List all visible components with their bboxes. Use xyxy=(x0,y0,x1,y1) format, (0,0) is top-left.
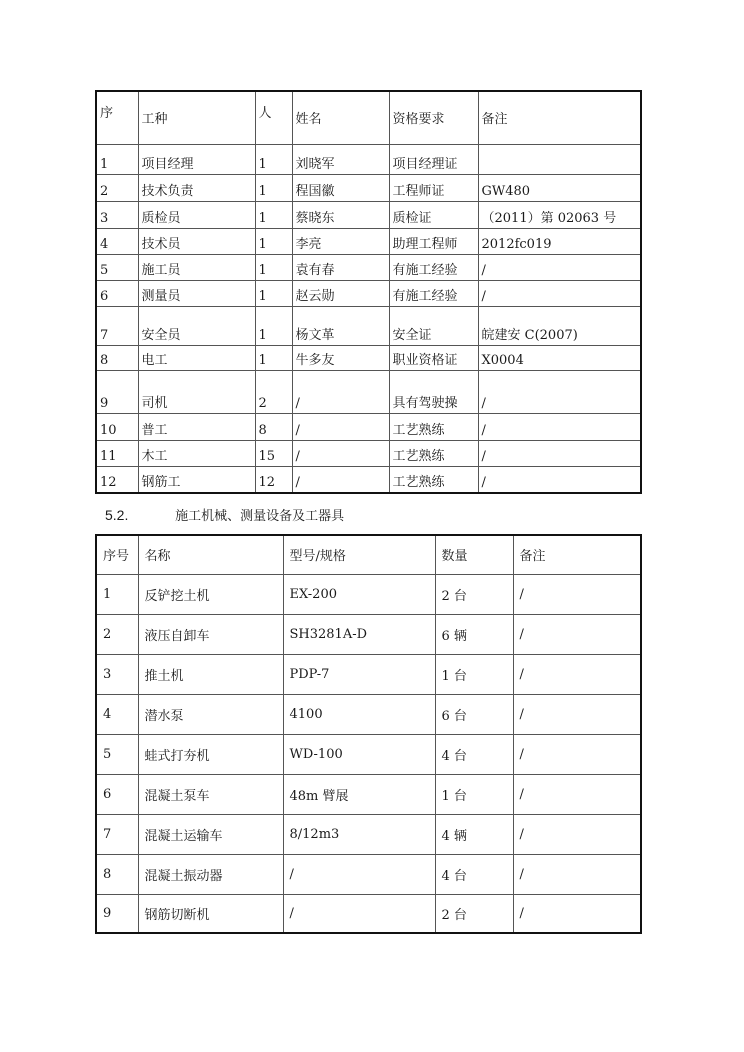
table-cell: 钢筋切断机 xyxy=(138,894,283,933)
column-header: 备注 xyxy=(513,535,641,574)
table-cell: 工艺熟练 xyxy=(389,440,478,466)
table-cell: 司机 xyxy=(138,370,255,413)
table-cell: 1 台 xyxy=(435,774,513,814)
column-header: 工种 xyxy=(138,91,255,144)
table-cell: 1 xyxy=(96,144,138,174)
table-row xyxy=(96,614,641,654)
table-cell: 安全员 xyxy=(138,306,255,345)
table-cell: 2 台 xyxy=(435,574,513,614)
table-cell: / xyxy=(513,734,641,774)
table-cell: 钢筋工 xyxy=(138,466,255,493)
table-cell: 1 xyxy=(255,201,292,228)
table-cell: 1 xyxy=(255,254,292,280)
table-row xyxy=(96,370,641,413)
personnel-table xyxy=(95,90,642,494)
table-cell: 48m 臂展 xyxy=(283,774,435,814)
table-cell: 10 xyxy=(96,413,138,440)
column-header: 备注 xyxy=(478,91,641,144)
table-cell: 液压自卸车 xyxy=(138,614,283,654)
table-cell: / xyxy=(292,370,389,413)
table-cell: 8 xyxy=(255,413,292,440)
table-cell: / xyxy=(283,854,435,894)
table-cell: 程国徽 xyxy=(292,174,389,201)
table-row xyxy=(96,694,641,734)
table-cell: 蔡晓东 xyxy=(292,201,389,228)
table-row xyxy=(96,306,641,345)
table-cell: 3 xyxy=(96,201,138,228)
table-cell: 有施工经验 xyxy=(389,280,478,306)
table-cell: 1 xyxy=(255,174,292,201)
table-row xyxy=(96,413,641,440)
table-cell: / xyxy=(292,466,389,493)
table-cell: 项目经理证 xyxy=(389,144,478,174)
table-cell: / xyxy=(478,440,641,466)
column-header: 资格要求 xyxy=(389,91,478,144)
table-row xyxy=(96,854,641,894)
table-cell: / xyxy=(513,774,641,814)
table-cell: 8 xyxy=(96,345,138,370)
table-row xyxy=(96,774,641,814)
table-row xyxy=(96,228,641,254)
table-cell: 1 xyxy=(255,345,292,370)
equipment-table xyxy=(95,534,642,934)
table-cell: 皖建安 C(2007) xyxy=(478,306,641,345)
table-cell: 电工 xyxy=(138,345,255,370)
table-cell: 4 台 xyxy=(435,854,513,894)
table-cell: / xyxy=(513,654,641,694)
table-cell: 赵云勋 xyxy=(292,280,389,306)
table-cell: 工艺熟练 xyxy=(389,466,478,493)
table-cell: 1 xyxy=(255,306,292,345)
table-row xyxy=(96,466,641,493)
column-header: 数量 xyxy=(435,535,513,574)
table-cell: 测量员 xyxy=(138,280,255,306)
table-cell: 助理工程师 xyxy=(389,228,478,254)
table-cell: 11 xyxy=(96,440,138,466)
table-cell: 职业资格证 xyxy=(389,345,478,370)
table-cell: / xyxy=(283,894,435,933)
table-cell: 木工 xyxy=(138,440,255,466)
column-header: 型号/规格 xyxy=(283,535,435,574)
table-cell: 1 台 xyxy=(435,654,513,694)
table-cell: 3 xyxy=(96,654,138,694)
table-cell: 7 xyxy=(96,306,138,345)
table-cell: 施工员 xyxy=(138,254,255,280)
column-header: 序 xyxy=(96,91,138,144)
table-cell: 工程师证 xyxy=(389,174,478,201)
table-cell: / xyxy=(292,413,389,440)
table-cell: X0004 xyxy=(478,345,641,370)
table-row xyxy=(96,345,641,370)
table-cell: / xyxy=(513,614,641,654)
table-cell: / xyxy=(513,894,641,933)
table-row xyxy=(96,814,641,854)
table-cell: 李亮 xyxy=(292,228,389,254)
table-cell: 1 xyxy=(255,280,292,306)
table-cell: 混凝土运输车 xyxy=(138,814,283,854)
section-number: 5.2. xyxy=(105,507,129,523)
table-row xyxy=(96,440,641,466)
column-header: 名称 xyxy=(138,535,283,574)
table-cell: / xyxy=(478,370,641,413)
table-cell: / xyxy=(513,574,641,614)
table-cell: 6 xyxy=(96,774,138,814)
table-cell: 2 台 xyxy=(435,894,513,933)
table-cell: 混凝土振动器 xyxy=(138,854,283,894)
table-cell: 项目经理 xyxy=(138,144,255,174)
table-cell: 质检员 xyxy=(138,201,255,228)
table-cell: / xyxy=(478,466,641,493)
table-cell: 15 xyxy=(255,440,292,466)
table-cell: 8/12m3 xyxy=(283,814,435,854)
table-cell: 反铲挖土机 xyxy=(138,574,283,614)
table-row xyxy=(96,734,641,774)
table-row xyxy=(96,574,641,614)
table-cell: 蛙式打夯机 xyxy=(138,734,283,774)
table-cell: 普工 xyxy=(138,413,255,440)
table-cell: 技术负责 xyxy=(138,174,255,201)
table-cell: 2 xyxy=(96,174,138,201)
table-cell: SH3281A-D xyxy=(283,614,435,654)
table-cell: 2 xyxy=(255,370,292,413)
table-cell: 6 辆 xyxy=(435,614,513,654)
table-cell: 质检证 xyxy=(389,201,478,228)
table-cell: 袁有春 xyxy=(292,254,389,280)
table-cell: / xyxy=(513,694,641,734)
table-cell: 12 xyxy=(96,466,138,493)
table-row xyxy=(96,894,641,933)
table-cell: 8 xyxy=(96,854,138,894)
table-cell: 潜水泵 xyxy=(138,694,283,734)
table-cell: 混凝土泵车 xyxy=(138,774,283,814)
table-cell: 2 xyxy=(96,614,138,654)
table-cell: WD-100 xyxy=(283,734,435,774)
column-header: 序号 xyxy=(96,535,138,574)
table-cell: 安全证 xyxy=(389,306,478,345)
section-title: 施工机械、测量设备及工器具 xyxy=(175,509,345,524)
table-row xyxy=(96,254,641,280)
table-cell: 1 xyxy=(255,144,292,174)
table-cell: 9 xyxy=(96,894,138,933)
table-row xyxy=(96,144,641,174)
table-cell xyxy=(478,144,641,174)
table-cell: / xyxy=(513,814,641,854)
table-cell: 4100 xyxy=(283,694,435,734)
table-row xyxy=(96,201,641,228)
table-cell: 4 xyxy=(96,228,138,254)
table-cell: 9 xyxy=(96,370,138,413)
table-cell: 4 xyxy=(96,694,138,734)
table-cell: 具有驾驶操 xyxy=(389,370,478,413)
table-cell: 牛多友 xyxy=(292,345,389,370)
table-cell: / xyxy=(292,440,389,466)
table-cell: 1 xyxy=(96,574,138,614)
section-heading xyxy=(105,505,344,524)
table-cell: PDP-7 xyxy=(283,654,435,694)
table-cell: / xyxy=(478,254,641,280)
table-cell: （2011）第 02063 号 xyxy=(478,201,641,228)
table-cell: 6 xyxy=(96,280,138,306)
table-cell: / xyxy=(513,854,641,894)
table-cell: 技术员 xyxy=(138,228,255,254)
table-cell: 5 xyxy=(96,734,138,774)
table-cell: 7 xyxy=(96,814,138,854)
table-cell: 12 xyxy=(255,466,292,493)
table-row xyxy=(96,174,641,201)
table-cell: 4 辆 xyxy=(435,814,513,854)
table-cell: 杨文革 xyxy=(292,306,389,345)
table-cell: EX-200 xyxy=(283,574,435,614)
table-row xyxy=(96,280,641,306)
table-cell: 1 xyxy=(255,228,292,254)
table-cell: GW480 xyxy=(478,174,641,201)
header-row xyxy=(96,535,641,574)
table-cell: 工艺熟练 xyxy=(389,413,478,440)
table-cell: 4 台 xyxy=(435,734,513,774)
table-cell: 刘晓军 xyxy=(292,144,389,174)
table-cell: 推土机 xyxy=(138,654,283,694)
table-cell: 2012fc019 xyxy=(478,228,641,254)
table-cell: 6 台 xyxy=(435,694,513,734)
header-row xyxy=(96,91,641,144)
table-cell: / xyxy=(478,413,641,440)
table-cell: / xyxy=(478,280,641,306)
table-row xyxy=(96,654,641,694)
table-cell: 有施工经验 xyxy=(389,254,478,280)
column-header: 姓名 xyxy=(292,91,389,144)
table-cell: 5 xyxy=(96,254,138,280)
column-header: 人 xyxy=(255,91,292,144)
